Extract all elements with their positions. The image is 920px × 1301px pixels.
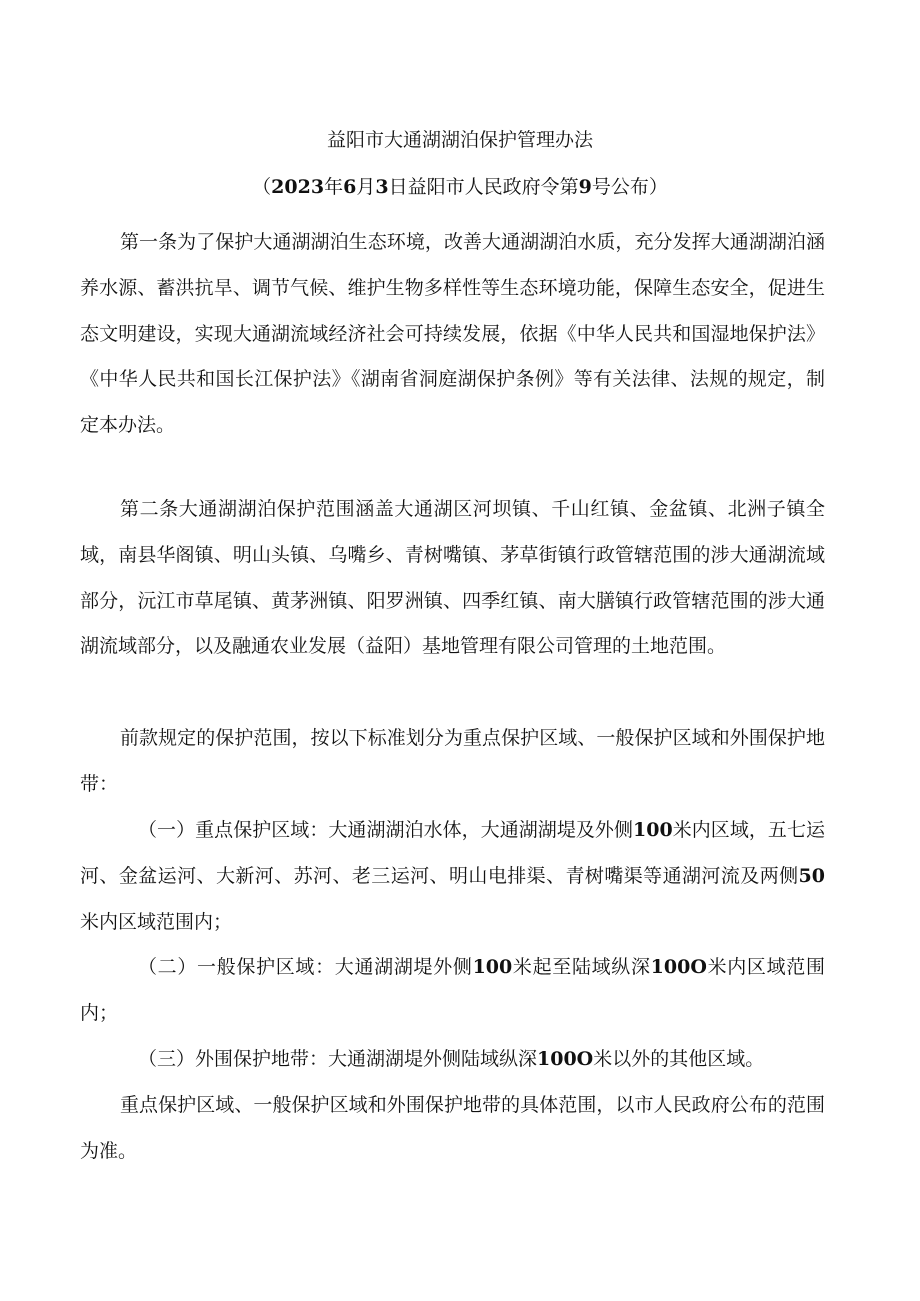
item-2-text-2: 米起至陆域纵深 — [512, 956, 651, 978]
document-subtitle — [0, 174, 920, 200]
item-2-text-3: 米内区域范围内； — [80, 956, 825, 1024]
subtitle-year: 2023 — [271, 176, 325, 198]
item-2-number-1: 100 — [472, 956, 513, 978]
article-2-paragraph: 第二条大通湖湖泊保护范围涵盖大通湖区河坝镇、千山红镇、金盆镇、北洲子镇全域，南县华阁镇、明山头镇、乌嘴乡、青树嘴镇、茅草街镇行政管辖范围的涉大通湖流域部分，沅江市草尾镇、黄茅洲镇、阳罗洲镇、四季红镇、南大膳镇行政管辖范围的涉大通湖流域部分，以及融通农业发展（益阳）基地管理有限公司管理的土地范围。 — [80, 498, 825, 658]
item-1-text-1: （一）重点保护区域：大通湖湖泊水体，大通湖湖堤及外侧 — [138, 819, 633, 841]
subtitle-text-3: 日益阳市人民政府令第 — [388, 176, 579, 198]
item-3-number-1: 100O — [537, 1048, 594, 1070]
subtitle-order-number: 9 — [578, 176, 592, 198]
item-2-general-protection-zone — [80, 945, 825, 1037]
item-3-text-1: （三）外围保护地带：大通湖湖堤外侧陆域纵深 — [138, 1048, 538, 1070]
item-2-text-1: （二）一般保护区域：大通湖湖堤外侧 — [138, 956, 473, 978]
item-2-number-2: 100O — [650, 956, 707, 978]
item-3-peripheral-zone — [80, 1037, 825, 1083]
document-title: 益阳市大通湖湖泊保护管理办法 — [326, 129, 593, 151]
subtitle-open: （ — [252, 176, 272, 198]
item-1-key-protection-zone — [80, 808, 825, 945]
subtitle-month: 6 — [343, 176, 357, 198]
final-paragraph: 重点保护区域、一般保护区域和外围保护地带的具体范围，以市人民政府公布的范围为准。 — [80, 1094, 825, 1162]
subtitle-text-4: 号公布） — [591, 176, 668, 198]
subtitle-day: 3 — [375, 176, 389, 198]
subtitle-text-2: 月 — [356, 176, 376, 198]
article-1-paragraph: 第一条为了保护大通湖湖泊生态环境，改善大通湖湖泊水质，充分发挥大通湖湖泊涵养水源、蓄洪抗旱、调节气候、维护生物多样性等生态环境功能，保障生态安全，促进生态文明建设，实现大通湖流域经济社会可持续发展，依据《中华人民共和国湿地保护法》《中华人民共和国长江保护法》《湖南省洞庭湖保护条例》等有关法律、法规的规定，制定本办法。 — [80, 231, 825, 437]
item-1-text-3: 米内区域范围内； — [80, 910, 233, 933]
item-1-number-1: 100 — [633, 819, 673, 841]
item-3-text-2: 米以外的其他区域。 — [593, 1048, 765, 1070]
item-1-text-2: 米内区域，五七运河、金盆运河、大新河、苏河、老三运河、明山电排渠、青树嘴渠等通湖河流及两侧 — [80, 819, 825, 887]
subtitle-text-1: 年 — [324, 176, 344, 198]
item-1-number-2: 50 — [798, 864, 825, 887]
scope-division-paragraph: 前款规定的保护范围，按以下标准划分为重点保护区域、一般保护区域和外围保护地带： — [80, 727, 825, 795]
